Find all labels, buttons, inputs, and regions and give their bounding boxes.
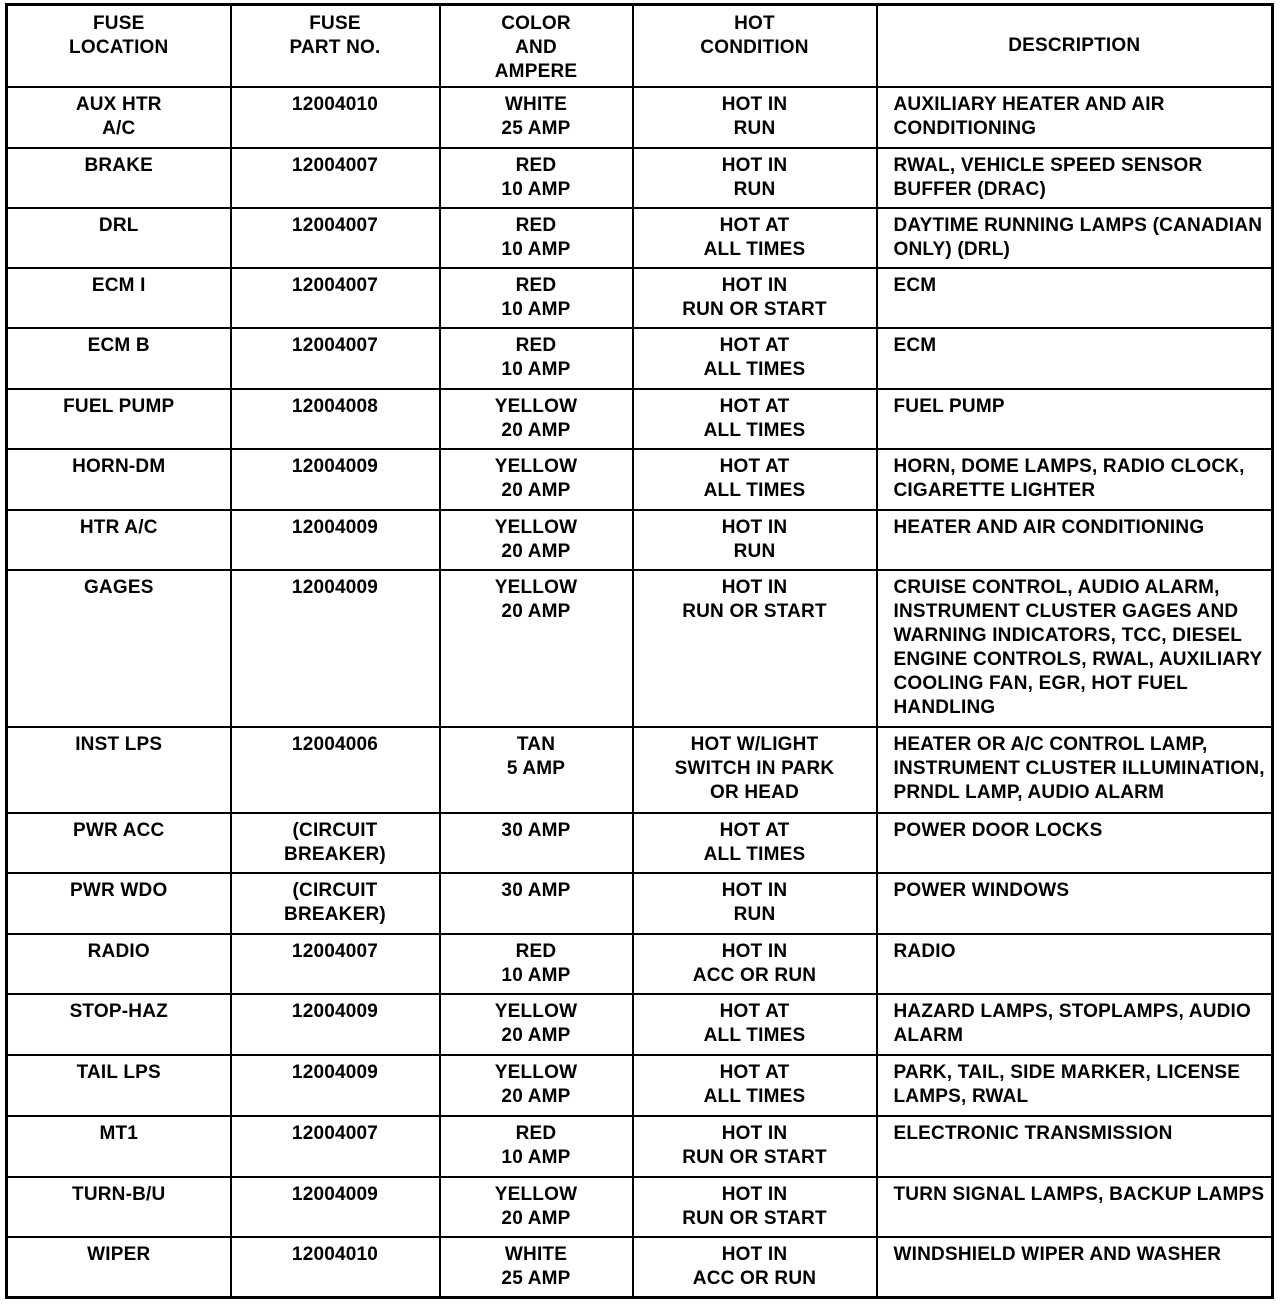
- cell-fuse-part-no: 12004009: [231, 1055, 440, 1116]
- table-row: [7, 510, 1273, 570]
- table-row: [7, 570, 1273, 727]
- cell-fuse-location: GAGES: [7, 570, 231, 727]
- cell-hot-condition: HOT IN ACC OR RUN: [633, 934, 877, 994]
- cell-color-ampere: RED 10 AMP: [440, 268, 633, 328]
- cell-color-ampere: WHITE 25 AMP: [440, 1237, 633, 1298]
- cell-color-ampere: YELLOW 20 AMP: [440, 389, 633, 449]
- table-row: [7, 268, 1273, 328]
- cell-hot-condition: HOT IN ACC OR RUN: [633, 1237, 877, 1298]
- cell-fuse-part-no: 12004007: [231, 934, 440, 994]
- cell-color-ampere: YELLOW 20 AMP: [440, 570, 633, 727]
- cell-fuse-part-no: 12004010: [231, 87, 440, 148]
- header-row: [7, 5, 1273, 87]
- cell-fuse-part-no: (CIRCUIT BREAKER): [231, 873, 440, 934]
- cell-fuse-location: STOP-HAZ: [7, 994, 231, 1055]
- cell-hot-condition: HOT IN RUN OR START: [633, 1177, 877, 1237]
- cell-description: HORN, DOME LAMPS, RADIO CLOCK, CIGARETTE LIGHTER: [877, 449, 1273, 510]
- table-row: [7, 994, 1273, 1055]
- table-row: [7, 208, 1273, 268]
- cell-fuse-part-no: 12004007: [231, 1116, 440, 1177]
- cell-fuse-location: INST LPS: [7, 727, 231, 813]
- cell-description: DAYTIME RUNNING LAMPS (CANADIAN ONLY) (DRL): [877, 208, 1273, 268]
- cell-hot-condition: HOT AT ALL TIMES: [633, 1055, 877, 1116]
- cell-color-ampere: TAN 5 AMP: [440, 727, 633, 813]
- table-row: [7, 1055, 1273, 1116]
- cell-description: PARK, TAIL, SIDE MARKER, LICENSE LAMPS, RWAL: [877, 1055, 1273, 1116]
- cell-fuse-location: HTR A/C: [7, 510, 231, 570]
- table-row: [7, 148, 1273, 208]
- header-fuse-location: FUSE LOCATION: [7, 5, 231, 87]
- cell-fuse-location: FUEL PUMP: [7, 389, 231, 449]
- cell-color-ampere: YELLOW 20 AMP: [440, 449, 633, 510]
- cell-fuse-part-no: 12004007: [231, 208, 440, 268]
- cell-color-ampere: YELLOW 20 AMP: [440, 1055, 633, 1116]
- cell-description: RADIO: [877, 934, 1273, 994]
- cell-color-ampere: RED 10 AMP: [440, 1116, 633, 1177]
- table-row: [7, 934, 1273, 994]
- cell-description: WINDSHIELD WIPER AND WASHER: [877, 1237, 1273, 1298]
- cell-color-ampere: YELLOW 20 AMP: [440, 1177, 633, 1237]
- cell-description: TURN SIGNAL LAMPS, BACKUP LAMPS: [877, 1177, 1273, 1237]
- header-description: DESCRIPTION: [877, 5, 1273, 87]
- cell-hot-condition: HOT IN RUN OR START: [633, 570, 877, 727]
- table-row: [7, 873, 1273, 934]
- cell-fuse-part-no: 12004007: [231, 148, 440, 208]
- table-row: [7, 389, 1273, 449]
- cell-fuse-location: HORN-DM: [7, 449, 231, 510]
- cell-fuse-location: ECM I: [7, 268, 231, 328]
- table-row: [7, 1177, 1273, 1237]
- header-fuse-part-no: FUSE PART NO.: [231, 5, 440, 87]
- cell-hot-condition: HOT IN RUN: [633, 873, 877, 934]
- cell-fuse-part-no: 12004009: [231, 994, 440, 1055]
- cell-fuse-location: MT1: [7, 1116, 231, 1177]
- header-hot-condition: HOT CONDITION: [633, 5, 877, 87]
- cell-hot-condition: HOT IN RUN: [633, 510, 877, 570]
- cell-color-ampere: WHITE 25 AMP: [440, 87, 633, 148]
- cell-color-ampere: RED 10 AMP: [440, 934, 633, 994]
- cell-fuse-location: DRL: [7, 208, 231, 268]
- table-header: [7, 5, 1273, 87]
- cell-fuse-part-no: 12004009: [231, 570, 440, 727]
- cell-description: HAZARD LAMPS, STOPLAMPS, AUDIO ALARM: [877, 994, 1273, 1055]
- cell-fuse-location: PWR ACC: [7, 813, 231, 873]
- cell-description: RWAL, VEHICLE SPEED SENSOR BUFFER (DRAC): [877, 148, 1273, 208]
- cell-fuse-location: BRAKE: [7, 148, 231, 208]
- table-row: [7, 87, 1273, 148]
- cell-hot-condition: HOT AT ALL TIMES: [633, 328, 877, 389]
- cell-fuse-location: ECM B: [7, 328, 231, 389]
- cell-fuse-part-no: 12004009: [231, 1177, 440, 1237]
- cell-hot-condition: HOT IN RUN OR START: [633, 268, 877, 328]
- table-row: [7, 449, 1273, 510]
- table-row: [7, 328, 1273, 389]
- header-color-ampere: COLOR AND AMPERE: [440, 5, 633, 87]
- cell-description: ELECTRONIC TRANSMISSION: [877, 1116, 1273, 1177]
- cell-hot-condition: HOT AT ALL TIMES: [633, 208, 877, 268]
- table-row: [7, 1237, 1273, 1298]
- cell-description: FUEL PUMP: [877, 389, 1273, 449]
- cell-fuse-part-no: 12004009: [231, 510, 440, 570]
- cell-fuse-location: RADIO: [7, 934, 231, 994]
- cell-fuse-part-no: 12004009: [231, 449, 440, 510]
- table-body: [7, 87, 1273, 1298]
- cell-hot-condition: HOT W/LIGHT SWITCH IN PARK OR HEAD: [633, 727, 877, 813]
- cell-fuse-part-no: 12004008: [231, 389, 440, 449]
- cell-description: POWER WINDOWS: [877, 873, 1273, 934]
- cell-fuse-location: WIPER: [7, 1237, 231, 1298]
- table-row: [7, 1116, 1273, 1177]
- cell-color-ampere: RED 10 AMP: [440, 208, 633, 268]
- cell-fuse-part-no: 12004007: [231, 328, 440, 389]
- cell-hot-condition: HOT IN RUN OR START: [633, 1116, 877, 1177]
- cell-description: POWER DOOR LOCKS: [877, 813, 1273, 873]
- cell-color-ampere: YELLOW 20 AMP: [440, 994, 633, 1055]
- cell-fuse-location: PWR WDO: [7, 873, 231, 934]
- table-row: [7, 727, 1273, 813]
- cell-fuse-location: TURN-B/U: [7, 1177, 231, 1237]
- fuse-table: [5, 3, 1274, 1299]
- cell-description: CRUISE CONTROL, AUDIO ALARM, INSTRUMENT CLUSTER GAGES AND WARNING INDICATORS, TCC, DIESEL ENGINE CONTROLS, RWAL, AUXILIARY COOLING FAN, EGR, HOT FUEL HANDLING: [877, 570, 1273, 727]
- cell-color-ampere: YELLOW 20 AMP: [440, 510, 633, 570]
- cell-hot-condition: HOT IN RUN: [633, 148, 877, 208]
- cell-hot-condition: HOT AT ALL TIMES: [633, 994, 877, 1055]
- cell-color-ampere: RED 10 AMP: [440, 328, 633, 389]
- cell-description: ECM: [877, 328, 1273, 389]
- cell-fuse-location: AUX HTR A/C: [7, 87, 231, 148]
- cell-description: ECM: [877, 268, 1273, 328]
- cell-hot-condition: HOT AT ALL TIMES: [633, 813, 877, 873]
- cell-description: HEATER OR A/C CONTROL LAMP, INSTRUMENT CLUSTER ILLUMINATION, PRNDL LAMP, AUDIO ALARM: [877, 727, 1273, 813]
- cell-fuse-part-no: 12004010: [231, 1237, 440, 1298]
- cell-description: AUXILIARY HEATER AND AIR CONDITIONING: [877, 87, 1273, 148]
- cell-hot-condition: HOT AT ALL TIMES: [633, 389, 877, 449]
- cell-fuse-part-no: 12004007: [231, 268, 440, 328]
- cell-fuse-part-no: 12004006: [231, 727, 440, 813]
- cell-description: HEATER AND AIR CONDITIONING: [877, 510, 1273, 570]
- cell-hot-condition: HOT IN RUN: [633, 87, 877, 148]
- cell-hot-condition: HOT AT ALL TIMES: [633, 449, 877, 510]
- cell-fuse-part-no: (CIRCUIT BREAKER): [231, 813, 440, 873]
- table-row: [7, 813, 1273, 873]
- cell-color-ampere: RED 10 AMP: [440, 148, 633, 208]
- cell-fuse-location: TAIL LPS: [7, 1055, 231, 1116]
- cell-color-ampere: 30 AMP: [440, 813, 633, 873]
- cell-color-ampere: 30 AMP: [440, 873, 633, 934]
